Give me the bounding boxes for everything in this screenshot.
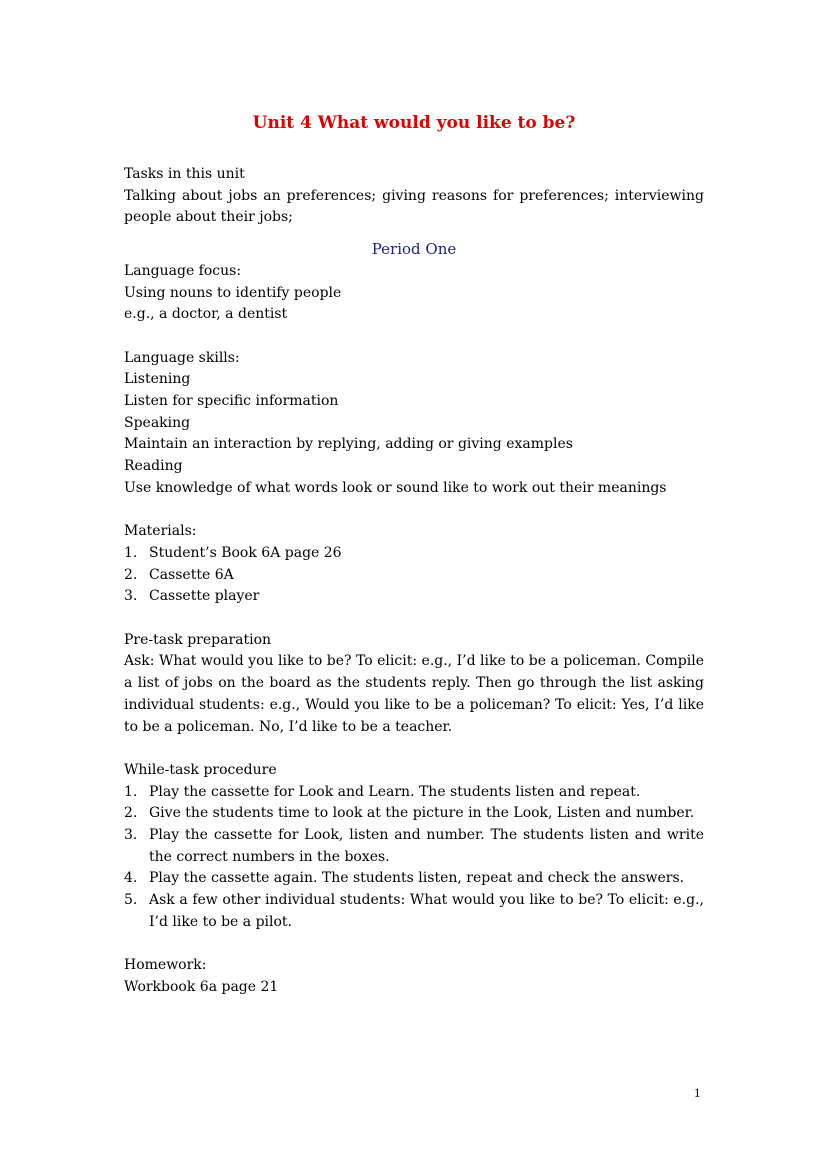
tasks-text: Talking about jobs an preferences; giving reasons for preferences; interviewing people about their jobs; [124,187,704,226]
language-focus-heading: Language focus: [124,262,242,279]
page-number: 1 [694,1085,701,1100]
tasks-heading: Tasks in this unit [124,166,245,182]
language-focus-line: Using nouns to identify people [124,284,342,301]
unit-title: Unit 4 What would you like to be? [252,113,576,133]
list-item: 1. Student’s Book 6A page 26 [124,544,342,561]
homework-text: Workbook 6a page 21 [124,978,279,995]
homework-heading: Homework: [124,957,207,974]
period-heading: Period One [371,240,457,259]
skill-speaking-desc: Maintain an interaction by replying, adding or giving examples [124,436,573,453]
list-item: 3. Cassette player [124,588,260,605]
language-focus-example: e.g., a doctor, a dentist [124,306,288,323]
list-item: 5. Ask a few other individual students: What would you like to be? To elicit: e.g., I’d like to be a pilot. [124,892,704,930]
list-item: 4. Play the cassette again. The students listen, repeat and check the answers. [124,870,685,887]
document-body [124,108,704,999]
list-item: 1. Play the cassette for Look and Learn. The students listen and repeat. [124,783,641,800]
skill-reading: Reading [124,458,183,475]
list-item: 2. Cassette 6A [124,566,234,583]
language-skills-heading: Language skills: [124,349,240,366]
materials-heading: Materials: [124,523,197,540]
while-task-heading: While-task procedure [124,761,277,778]
list-item: 3. Play the cassette for Look, listen and number. The students listen and write the correct numbers in the boxes. [124,827,704,865]
skill-speaking: Speaking [124,414,191,431]
skill-reading-desc: Use knowledge of what words look or sound like to work out their meanings [124,479,667,496]
pre-task-text: Ask: What would you like to be? To elicit: e.g., I’d like to be a policeman. Compile a list of jobs on the board as the students reply. Then go through the list asking individual students: e.g., Would you like to be a policeman? To elicit: Yes, I’d like to be a policeman. No, I’d like to be a teacher. [124,653,704,735]
list-item: 2. Give the students time to look at the picture in the Look, Listen and number. [124,805,695,822]
skill-listening: Listening [124,371,191,388]
pre-task-heading: Pre-task preparation [124,631,272,648]
skill-listening-desc: Listen for specific information [124,393,339,410]
